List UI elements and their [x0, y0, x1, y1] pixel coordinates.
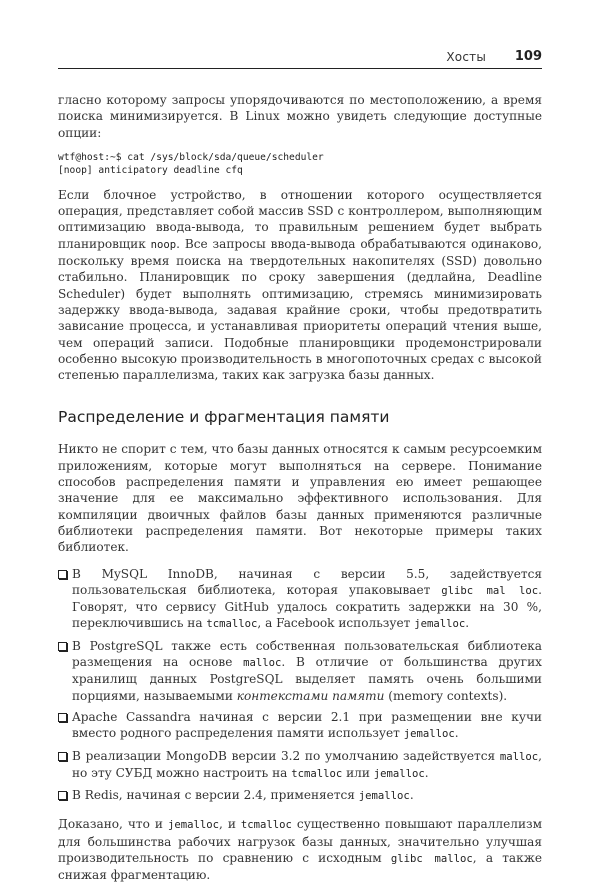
text-run: существенно повышают параллелизм для большинства рабочих нагрузок базы данных, значительно улучшая производительность по сравнению с исходным [58, 817, 543, 865]
text-run: . В отличие от большинства других хранилищ данных PostgreSQL выделяет память очень большими порциями, называемыми [72, 655, 542, 703]
text-run: В PostgreSQL также есть собственная пользовательская библиотека размещения на основе [72, 638, 542, 670]
inline-code: jemalloc [373, 767, 425, 780]
inline-code: glibc mal loc [441, 584, 539, 597]
inline-code: jemalloc [167, 819, 219, 832]
checkbox-bullet-icon [58, 713, 67, 722]
checkbox-bullet-icon [58, 791, 67, 800]
checkbox-bullet-icon [58, 752, 67, 761]
text-run: . [454, 726, 459, 741]
checkbox-bullet-icon [58, 570, 67, 579]
text-run: Apache Cassandra начиная с версии 2.1 при размещении вне кучи вместо родного распределения памяти использует [72, 709, 542, 741]
inline-code: malloc [499, 750, 539, 763]
intro-paragraph: гласно которому запросы упорядочиваются по местоположению, а время поиска минимизируется. В Linux можно увидеть следующие доступные опции: [58, 93, 542, 140]
inline-code: glibc malloc [390, 852, 473, 865]
text-run: . [409, 788, 414, 803]
code-block [58, 151, 542, 177]
text-run: (memory contexts). [384, 688, 508, 703]
list-item [58, 638, 542, 704]
inline-code: tcmalloc [206, 618, 258, 631]
section-heading: Распределение и фрагментация памяти [58, 408, 390, 427]
text-run: Если блочное устройство, в отношении которого осуществляется операция, представляет собой массив SSD с контроллером, выполняющим оптимизацию ввода-вывода, то правильным решением будет выбрать планировщик [58, 187, 542, 251]
inline-code: malloc [243, 657, 282, 670]
text-run: или [342, 765, 374, 780]
inline-code: noop [150, 238, 177, 251]
text-run: . [465, 616, 470, 631]
code-line-output: [noop] anticipatory deadline cfq [58, 164, 243, 176]
inline-code: jemalloc [403, 728, 455, 741]
text-run: В Redis, начиная с версии 2.4, применяется [72, 788, 359, 803]
allocator-list [58, 566, 542, 805]
list-item [58, 787, 542, 804]
section-title: Хосты [446, 50, 486, 64]
text-run: . Говорят, что сервису GitHub удалось сократить задержки на 30 %, переключившись на [72, 582, 542, 631]
list-item [58, 709, 542, 743]
page-body [58, 92, 542, 884]
text-run: . [424, 765, 429, 780]
inline-code: tcmalloc [291, 767, 343, 780]
text-run: , а Facebook использует [257, 616, 415, 631]
text-run: . Все запросы ввода-вывода обрабатываются одинаково, поскольку время поиска на твердотельных накопителях (SSD) довольно стабильно. Планировщик по сроку завершения (дедлайна, Deadline Scheduler) будет выполнять оптимизацию, стремясь минимизировать задержку ввода-вывода, задавая крайние сроки, чтобы предотвратить зависание процесса, и устанавливая приоритеты операций чтения выше, чем операций записи. Подобные планировщики продемонстрировали особенно высокую производительность в многопоточных средах с высокой степенью параллелизма, таких как загрузка базы данных. [58, 236, 542, 383]
text-run: Доказано, что и [58, 817, 168, 832]
running-header [58, 48, 542, 69]
checkbox-bullet-icon [58, 642, 67, 651]
ssd-paragraph [58, 187, 542, 384]
emphasis-term: контекстами памяти [236, 688, 385, 703]
text-run: В MySQL InnoDB, начиная с версии 5.5, задействуется пользовательская библиотека, которая упаковывает [72, 566, 542, 597]
inline-code: jemalloc [358, 790, 410, 803]
conclusion-paragraph [58, 816, 542, 883]
text-run: , но эту СУБД можно настроить на [72, 748, 542, 780]
inline-code: tcmalloc [240, 819, 292, 832]
list-item [58, 748, 542, 783]
list-item [58, 566, 542, 633]
text-run: В реализации MongoDB версии 3.2 по умолчанию задействуется [72, 748, 500, 763]
text-run: , и [218, 817, 241, 832]
inline-code: jemalloc [414, 618, 466, 631]
text-run: , а также снижая фрагментацию. [58, 850, 542, 883]
page-number: 109 [514, 49, 542, 64]
section-intro-paragraph: Никто не спорит с тем, что базы данных относятся к самым ресурсоемким приложениям, которые могут выполняться на сервере. Понимание способов распределения памяти и управления ею имеет решающее значение для ее максимально эффективного использования. Для компиляции двоичных файлов базы данных применяются различные библиотеки распределения памяти. Вот некоторые примеры таких библиотек. [58, 442, 542, 555]
code-line-command: wtf@host:~$ cat /sys/block/sda/queue/scheduler [58, 151, 324, 163]
